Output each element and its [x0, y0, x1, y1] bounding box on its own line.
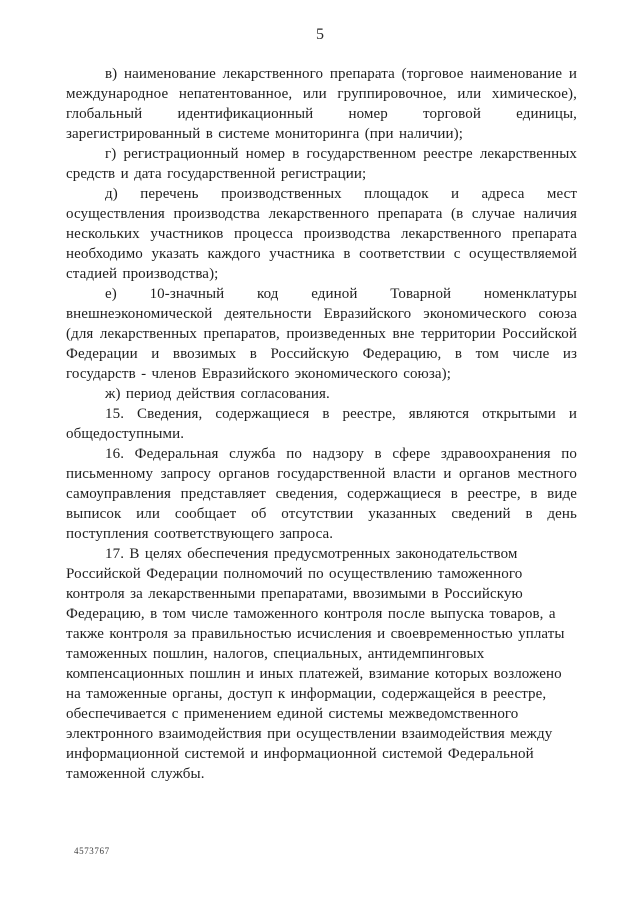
paragraph-item-v: в) наименование лекарственного препарата (торговое наименование и международное непатентованное, или группировочное, или химическое), глобальный идентификационный номер торговой единицы, зарегистрированный в системе мониторинга (при наличии); [66, 66, 577, 142]
paragraph-item-d: д) перечень производственных площадок и адреса мест осуществления производства лекарственного препарата (в случае наличия нескольких участников процесса производства лекарственного препарата необходимо указать каждого участника в соответствии с осуществляемой стадией производства); [66, 186, 577, 282]
paragraph-16: 16. Федеральная служба по надзору в сфере здравоохранения по письменному запросу органов государственной власти и органов местного самоуправления представляет сведения, содержащиеся в реестре, в виде выписок или сообщает об отсутствии указанных сведений в день поступления соответствующего запроса. [66, 446, 577, 542]
document-footer-code: 4573767 [74, 846, 110, 856]
paragraph-item-zh: ж) период действия согласования. [105, 386, 330, 402]
page-number: 5 [316, 26, 324, 43]
paragraph-15: 15. Сведения, содержащиеся в реестре, являются открытыми и общедоступными. [66, 406, 577, 442]
paragraph-17: 17. В целях обеспечения предусмотренных законодательством Российской Федерации полномочий по осуществлению таможенного контроля за лекарственными препаратами, ввозимыми в Российскую Федерацию, в том числе таможенного контроля после выпуска товаров, а также контроля за правильностью исчисления и своевременностью уплаты таможенных пошлин, налогов, специальных, антидемпинговых компенсационных пошлин и иных платежей, взимание которых возложено на таможенные органы, доступ к информации, содержащейся в реестре, обеспечивается с применением единой системы межведомственного электронного взаимодействия при осуществлении взаимодействия между информационной системой и информационной системой Федеральной таможенной службы. [66, 546, 565, 782]
paragraph-item-e: е) 10-значный код единой Товарной номенклатуры внешнеэкономической деятельности Евразийского экономического союза (для лекарственных препаратов, произведенных вне территории Российской Федерации и ввозимых в Российскую Федерацию, в том числе из государств - членов Евразийского экономического союза); [66, 286, 577, 382]
document-body [66, 64, 577, 784]
paragraph-item-g: г) регистрационный номер в государственном реестре лекарственных средств и дата государственной регистрации; [66, 146, 577, 182]
